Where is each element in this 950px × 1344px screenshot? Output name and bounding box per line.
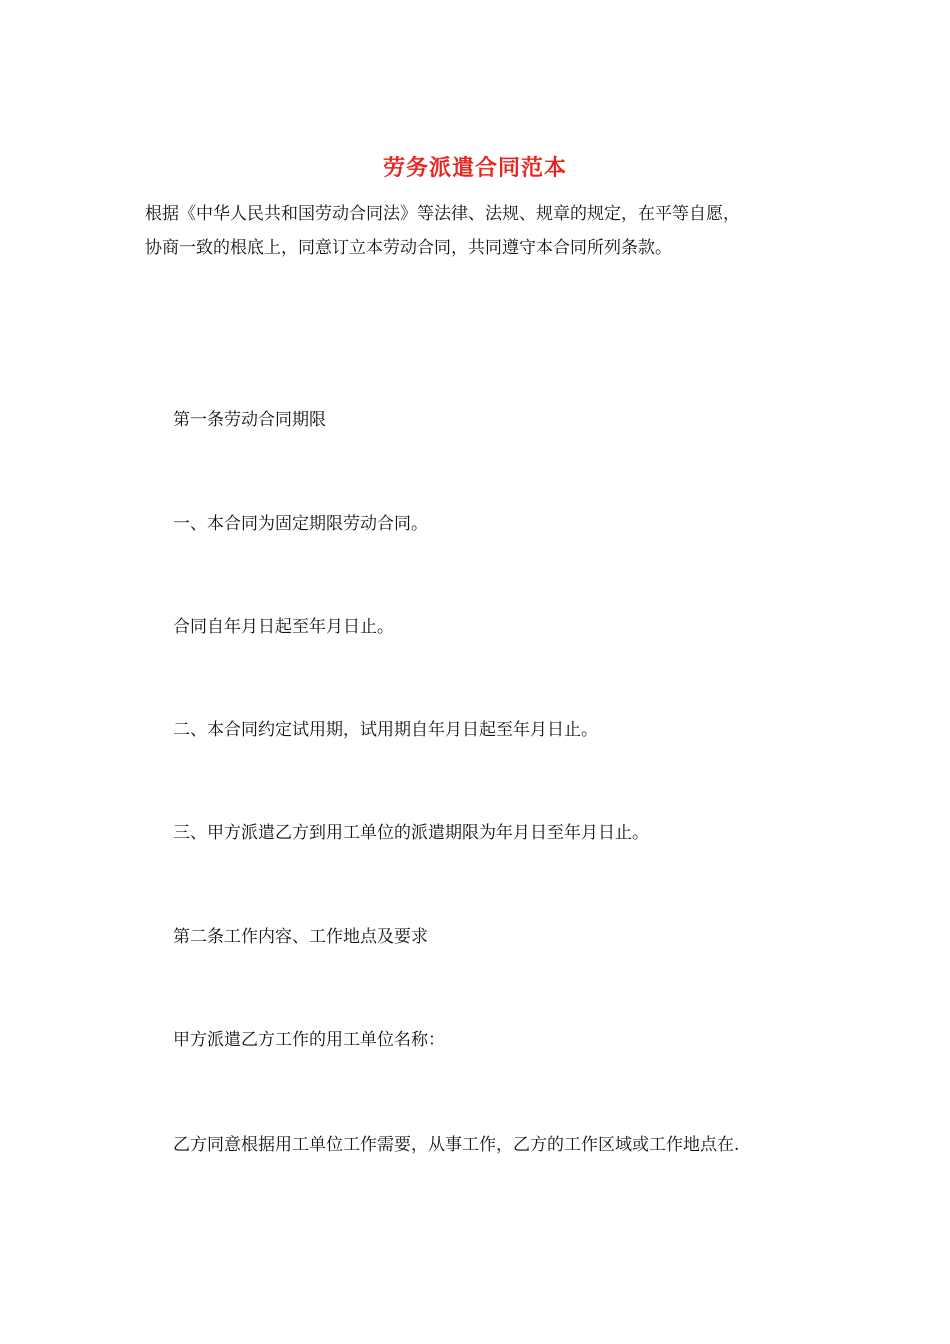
document-title: 劳务派遣合同范本 xyxy=(382,155,567,181)
clause-3: 三、甲方派遣乙方到用工单位的派遣期限为年月日至年月日止。 xyxy=(173,823,649,843)
clause-1: 一、本合同为固定期限劳动合同。 xyxy=(173,514,428,534)
intro-line: 协商一致的根底上，同意订立本劳动合同，共同遵守本合同所列条款。 xyxy=(145,238,672,258)
clause-2: 二、本合同约定试用期，试用期自年月日起至年月日止。 xyxy=(173,720,598,740)
work-location-line: 乙方同意根据用工单位工作需要，从事工作，乙方的工作区域或工作地点在. xyxy=(173,1135,740,1155)
intro-line: 根据《中华人民共和国劳动合同法》等法律、法规、规章的规定，在平等自愿， xyxy=(145,204,740,224)
intro-paragraph xyxy=(145,197,815,265)
employer-name-line: 甲方派遣乙方工作的用工单位名称： xyxy=(173,1030,445,1050)
contract-term-line: 合同自年月日起至年月日止。 xyxy=(173,617,394,637)
article-1-heading: 第一条劳动合同期限 xyxy=(173,410,326,430)
article-2-heading: 第二条工作内容、工作地点及要求 xyxy=(173,927,428,947)
